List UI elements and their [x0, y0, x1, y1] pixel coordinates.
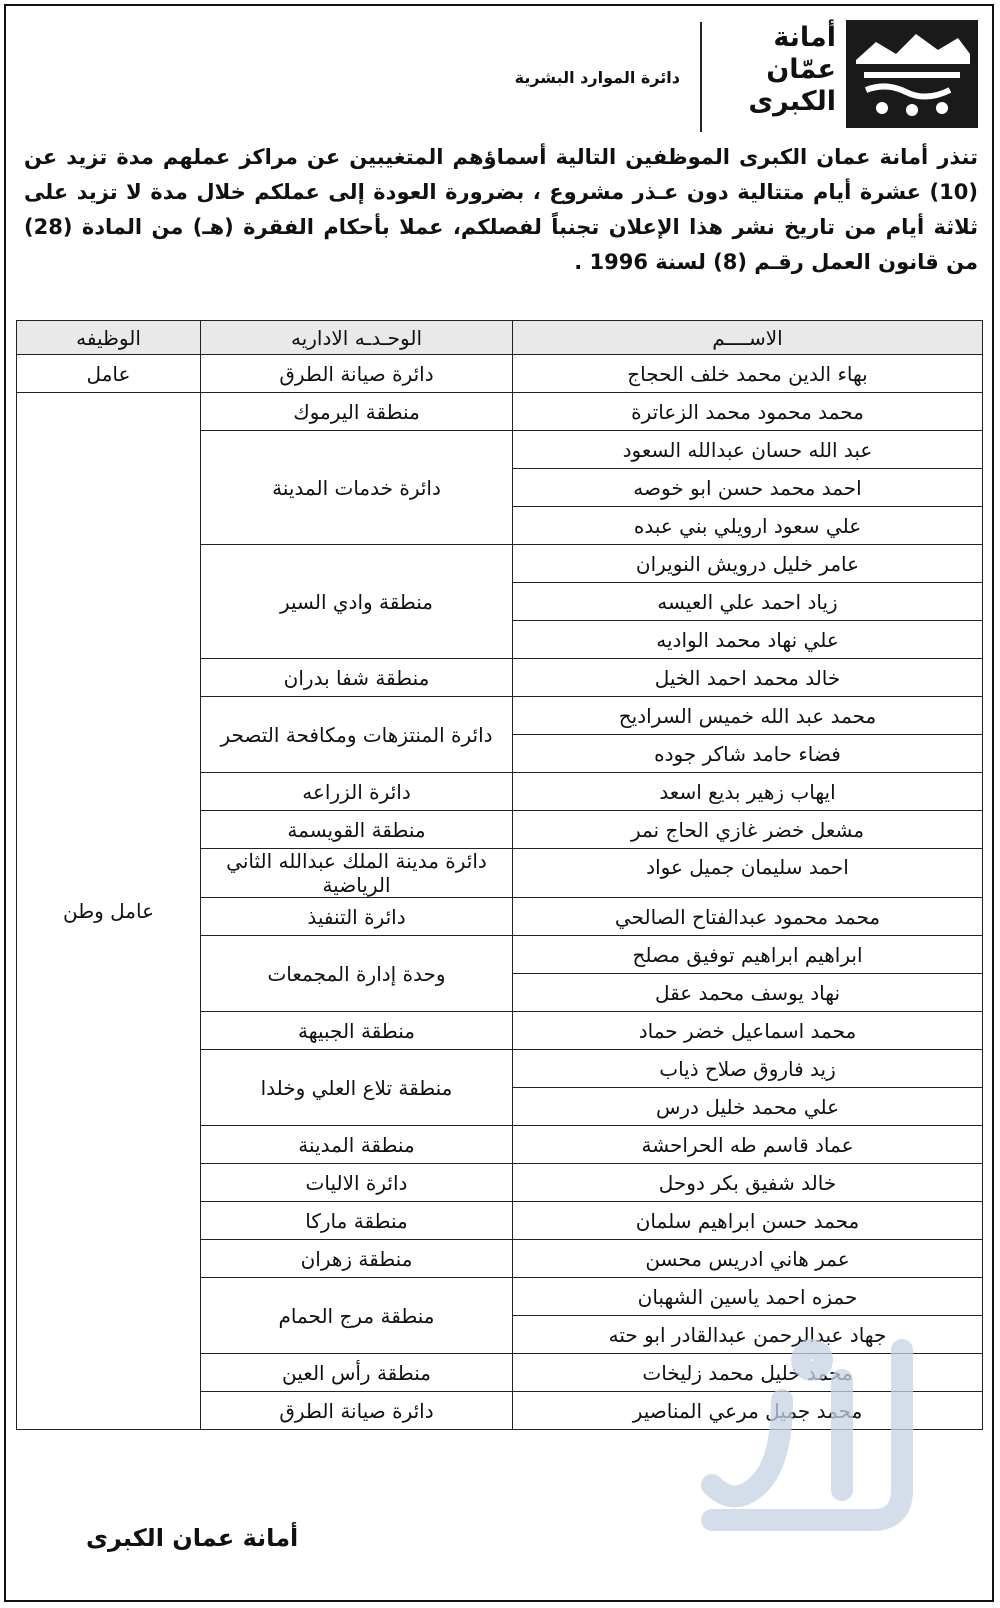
employee-name: خالد شفيق بكر دوحل: [513, 1164, 983, 1202]
employee-name: محمد جميل مرعي المناصير: [513, 1392, 983, 1430]
job-title: عامل: [17, 355, 201, 393]
department-label: دائرة الموارد البشرية: [514, 68, 680, 87]
employee-name: علي سعود ارويلي بني عبده: [513, 507, 983, 545]
employee-name: عمر هاني ادريس محسن: [513, 1240, 983, 1278]
column-header-job: الوظيفه: [17, 321, 201, 355]
admin-unit: دائرة الاليات: [201, 1164, 513, 1202]
employee-name: عماد قاسم طه الحراحشة: [513, 1126, 983, 1164]
table-row: [17, 393, 983, 431]
employee-name: جهاد عبدالرحمن عبدالقادر ابو حته: [513, 1316, 983, 1354]
employee-name: محمد محمود محمد الزعاترة: [513, 393, 983, 431]
column-header-unit: الوحـدـه الاداريه: [201, 321, 513, 355]
footer-signature: أمانة عمان الكبرى: [86, 1524, 299, 1552]
admin-unit: منطقة تلاع العلي وخلدا: [201, 1050, 513, 1126]
employee-name: خالد محمد احمد الخيل: [513, 659, 983, 697]
employee-name: محمد محمود عبدالفتاح الصالحي: [513, 898, 983, 936]
admin-unit: منطقة المدينة: [201, 1126, 513, 1164]
admin-unit: منطقة اليرموك: [201, 393, 513, 431]
employee-name: عبد الله حسان عبدالله السعود: [513, 431, 983, 469]
admin-unit: دائرة الزراعه: [201, 773, 513, 811]
employee-name: محمد حسن ابراهيم سلمان: [513, 1202, 983, 1240]
employee-name: محمد عبد الله خميس السراديح: [513, 697, 983, 735]
employee-name: زيد فاروق صلاح ذياب: [513, 1050, 983, 1088]
employee-name: فضاء حامد شاكر جوده: [513, 735, 983, 773]
admin-unit: وحدة إدارة المجمعات: [201, 936, 513, 1012]
admin-unit: دائرة صيانة الطرق: [201, 1392, 513, 1430]
column-header-name: الاســــم: [513, 321, 983, 355]
table-row: [17, 355, 983, 393]
employee-name: احمد سليمان جميل عواد: [513, 849, 983, 898]
admin-unit: منطقة مرج الحمام: [201, 1278, 513, 1354]
admin-unit: دائرة التنفيذ: [201, 898, 513, 936]
employee-name: محمد خليل محمد زليخات: [513, 1354, 983, 1392]
admin-unit: منطقة شفا بدران: [201, 659, 513, 697]
admin-unit: منطقة القويسمة: [201, 811, 513, 849]
admin-unit: منطقة زهران: [201, 1240, 513, 1278]
header: [6, 6, 992, 146]
employee-name: محمد اسماعيل خضر حماد: [513, 1012, 983, 1050]
header-divider: [700, 22, 702, 132]
employee-name: زياد احمد علي العيسه: [513, 583, 983, 621]
employee-name: ايهاب زهير بديع اسعد: [513, 773, 983, 811]
admin-unit: منطقة الجبيهة: [201, 1012, 513, 1050]
admin-unit: منطقة وادي السير: [201, 545, 513, 659]
logo-text: أمانة عمّان الكبرى: [748, 22, 836, 117]
admin-unit: دائرة المنتزهات ومكافحة التصحر: [201, 697, 513, 773]
admin-unit: دائرة خدمات المدينة: [201, 431, 513, 545]
employee-name: نهاد يوسف محمد عقل: [513, 974, 983, 1012]
employee-name: بهاء الدين محمد خلف الحجاج: [513, 355, 983, 393]
employee-name: حمزه احمد ياسين الشهبان: [513, 1278, 983, 1316]
employee-name: ابراهيم ابراهيم توفيق مصلح: [513, 936, 983, 974]
employee-name: علي محمد خليل درس: [513, 1088, 983, 1126]
employee-name: عامر خليل درويش النويران: [513, 545, 983, 583]
employee-name: علي نهاد محمد الواديه: [513, 621, 983, 659]
admin-unit: منطقة رأس العين: [201, 1354, 513, 1392]
admin-unit: دائرة مدينة الملك عبدالله الثاني الرياضية: [201, 849, 513, 898]
announcement-page: [4, 4, 994, 1602]
announcement-text: تنذر أمانة عمان الكبرى الموظفين التالية أسماؤهم المتغيبين عن مراكز عملهم مدة تزيد عن (10) عشرة أيام متتالية دون عـذر مشروع ، بضرورة العودة إلى عملكم خلال مدة لا تزيد على ثلاثة أيام من تاريخ نشر هذا الإعلان تجنباً لفصلكم، عملا بأحكام الفقرة (هـ) من المادة (28) من قانون العمل رقـم (8) لسنة 1996 .: [24, 145, 978, 274]
employee-name: مشعل خضر غازي الحاج نمر: [513, 811, 983, 849]
gam-logo-icon: [846, 20, 978, 128]
table-header-row: [17, 321, 983, 355]
job-title: عامل وطن: [17, 393, 201, 1430]
admin-unit: دائرة صيانة الطرق: [201, 355, 513, 393]
admin-unit: منطقة ماركا: [201, 1202, 513, 1240]
employees-table: [16, 320, 983, 1430]
employee-name: احمد محمد حسن ابو خوصه: [513, 469, 983, 507]
